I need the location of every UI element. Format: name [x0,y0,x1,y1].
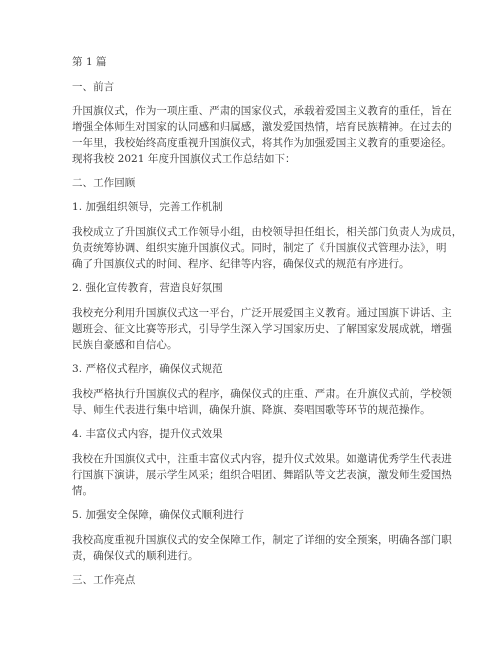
paragraph-line: 情。 [72,485,94,497]
paragraph-line: 我校在升国旗仪式中，注重丰富仪式内容，提升仪式效果。如邀请优秀学生代表进 [72,453,452,465]
paragraph-line: 导、师生代表进行集中培训，确保升旗、降旗、奏唱国歌等环节的规范操作。 [72,404,431,416]
paragraph-line: 责，确保仪式的顺利进行。 [72,550,199,562]
heading-highlights: 三、工作亮点 [72,574,136,586]
paragraph-line: 题班会、征文比赛等形式，引导学生深入学习国家历史、了解国家发展成就，增强 [72,323,452,335]
paragraph-line: 升国旗仪式，作为一项庄重、严肃的国家仪式，承载着爱国主义教育的重任，旨在 [72,105,452,117]
heading-review: 二、工作回顾 [72,177,136,189]
paragraph-line: 民族自豪感和自信心。 [72,339,178,351]
paragraph-line: 一年里，我校始终高度重视升国旗仪式，将其作为加强爱国主义教育的重要途径。 [72,137,452,149]
paragraph-line: 我校严格执行升国旗仪式的程序，确保仪式的庄重、严肃。在升旗仪式前，学校领 [72,388,452,400]
subheading-1: 1. 加强组织领导，完善工作机制 [72,201,223,213]
paragraph-line: 确了升国旗仪式的时间、程序、纪律等内容，确保仪式的规范有序进行。 [72,258,410,270]
subheading-4: 4. 丰富仪式内容，提升仪式效果 [72,428,223,440]
paragraph-line: 负责统筹协调、组织实施升国旗仪式。同时，制定了《升国旗仪式管理办法》，明 [72,242,447,254]
subheading-3: 3. 严格仪式程序，确保仪式规范 [72,363,223,375]
paragraph-line: 增强全体师生对国家的认同感和归属感，激发爱国热情，培育民族精神。在过去的 [72,121,452,133]
section-label: 第 1 篇 [72,56,107,68]
paragraph-line: 行国旗下演讲，展示学生风采；组织合唱团、舞蹈队等文艺表演，激发师生爱国热 [72,469,452,481]
paragraph-line: 我校成立了升国旗仪式工作领导小组，由校领导担任组长，相关部门负责人为成员， [72,226,463,238]
paragraph-line: 现将我校 2021 年度升国旗仪式工作总结如下： [72,153,296,165]
heading-preface: 一、前言 [72,81,115,93]
paragraph-line: 我校高度重视升国旗仪式的安全保障工作，制定了详细的安全预案，明确各部门职 [72,534,452,546]
paragraph-line: 我校充分利用升国旗仪式这一平台，广泛开展爱国主义教育。通过国旗下讲话、主 [72,307,452,319]
subheading-5: 5. 加强安全保障，确保仪式顺利进行 [72,509,244,521]
subheading-2: 2. 强化宣传教育，营造良好氛围 [72,282,223,294]
